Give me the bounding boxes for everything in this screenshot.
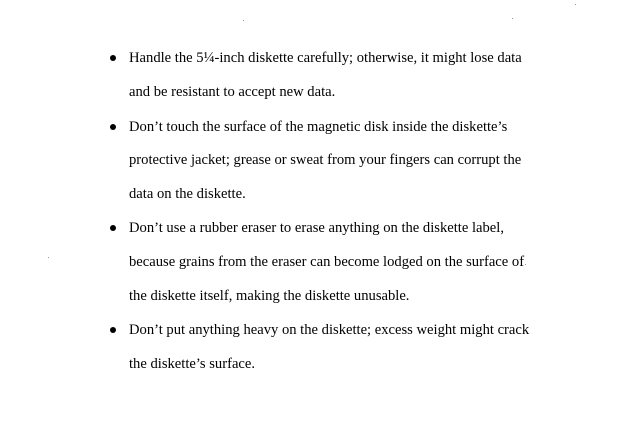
bullet-point-3 xyxy=(110,225,116,231)
bullet-1-line-2: and be resistant to accept new data. xyxy=(129,84,336,100)
scan-speck xyxy=(525,264,526,265)
bullet-3-line-1: Don’t use a rubber eraser to erase anything on the diskette label, xyxy=(129,220,504,236)
scan-speck xyxy=(243,20,244,21)
bullet-3-line-3: the diskette itself, making the diskette unusable. xyxy=(129,288,410,304)
bullet-2-line-2: protective jacket; grease or sweat from your fingers can corrupt the xyxy=(129,152,522,168)
bullet-point-2 xyxy=(110,124,116,130)
scan-speck xyxy=(575,4,576,5)
bullet-point-1 xyxy=(110,55,116,61)
scan-speck xyxy=(512,18,513,19)
bullet-1-line-1: Handle the 5¼-inch diskette carefully; otherwise, it might lose data xyxy=(129,50,522,66)
bullet-2-line-3: data on the diskette. xyxy=(129,186,246,202)
bullet-point-4 xyxy=(110,327,116,333)
scan-speck xyxy=(48,257,49,258)
bullet-2-line-1: Don’t touch the surface of the magnetic disk inside the diskette’s xyxy=(129,119,508,135)
bullet-3-line-2: because grains from the eraser can become lodged on the surface of xyxy=(129,254,525,270)
bullet-4-line-2: the diskette’s surface. xyxy=(129,356,256,372)
bullet-4-line-1: Don’t put anything heavy on the diskette; excess weight might crack xyxy=(129,322,530,338)
